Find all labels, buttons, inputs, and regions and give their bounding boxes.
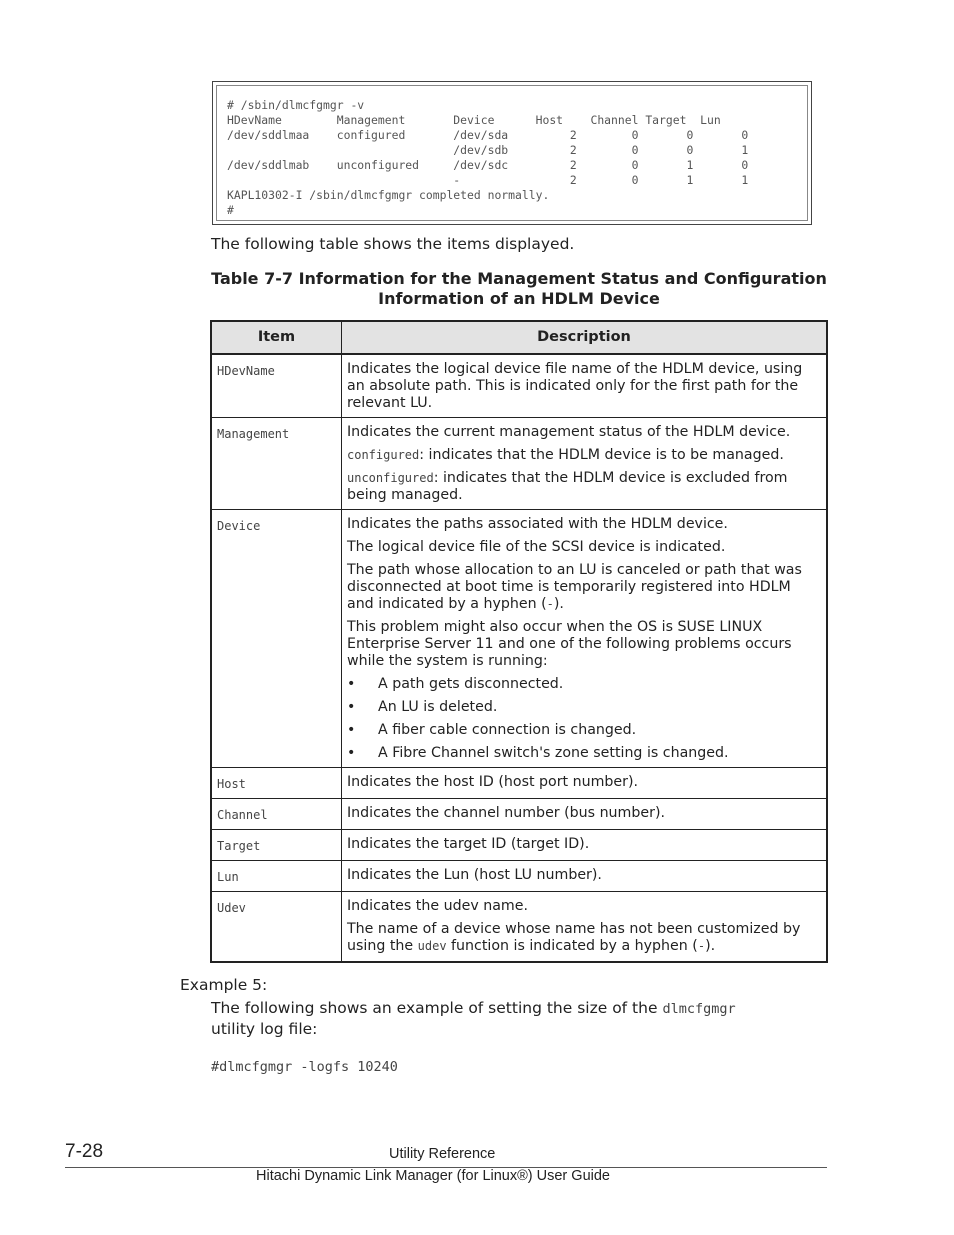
row-item-hdevname: HDevName — [211, 354, 342, 418]
list-item: • An LU is deleted. — [347, 699, 498, 715]
desc-text: Indicates the current management status of the HDLM device. — [347, 424, 791, 440]
row-desc-udev: Indicates the udev name. The name of a device whose name has not been customized by using the udev function is indicated by a hyphen (-). — [342, 892, 828, 963]
row-desc-channel: Indicates the channel number (bus number). — [342, 799, 828, 830]
example-command: #dlmcfgmgr -logfs 10240 — [211, 1059, 398, 1075]
intro-text: The following table shows the items displayed. — [211, 235, 575, 253]
table-row — [211, 354, 827, 418]
row-desc-target: Indicates the target ID (target ID). — [342, 830, 828, 861]
desc-unconfigured: unconfigured: indicates that the HDLM device is excluded from being managed. — [347, 470, 788, 503]
example-text-cont: utility log file: — [211, 1020, 318, 1038]
bullet-list — [347, 676, 820, 762]
table-row — [211, 830, 827, 861]
row-desc-host: Indicates the host ID (host port number). — [342, 768, 828, 799]
example-text: The following shows an example of setting the size of the dlmcfgmgr — [211, 999, 736, 1017]
desc-text: Indicates the paths associated with the HDLM device. — [347, 516, 728, 532]
table-row — [211, 768, 827, 799]
desc-text: The logical device file of the SCSI device is indicated. — [347, 539, 726, 555]
desc-text: This problem might also occur when the OS is SUSE LINUX Enterprise Server 11 and one of the following problems occurs while the system is running: — [347, 619, 792, 669]
table-caption: Table 7-7 Information for the Management Status and Configuration Information of an HDLM Device — [211, 269, 827, 308]
table-row — [211, 861, 827, 892]
desc-text: The path whose allocation to an LU is canceled or path that was disconnected at boot time is temporarily registered into HDLM and indicated by a hyphen (-). — [347, 562, 802, 612]
row-desc-lun: Indicates the Lun (host LU number). — [342, 861, 828, 892]
header-item: Item — [211, 321, 342, 354]
list-item: • A Fibre Channel switch's zone setting is changed. — [347, 745, 729, 761]
info-table — [210, 320, 828, 963]
table-row — [211, 418, 827, 510]
header-description: Description — [342, 321, 828, 354]
row-item-udev: Udev — [211, 892, 342, 963]
row-item-host: Host — [211, 768, 342, 799]
table-row — [211, 799, 827, 830]
desc-configured: configured: indicates that the HDLM device is to be managed. — [347, 447, 784, 463]
table-header-row — [211, 321, 827, 354]
row-item-lun: Lun — [211, 861, 342, 892]
example-label: Example 5: — [180, 976, 268, 994]
row-desc-management — [342, 418, 828, 510]
row-desc-device — [342, 510, 828, 768]
command-output-screenshot — [212, 81, 812, 225]
desc-text: Indicates the logical device file name of the HDLM device, using an absolute path. This is indicated only for the first path for the relevant LU. — [347, 361, 803, 411]
list-item: • A path gets disconnected. — [347, 676, 564, 692]
footer-book-title: Hitachi Dynamic Link Manager (for Linux®) User Guide — [256, 1168, 610, 1184]
list-item: • A fiber cable connection is changed. — [347, 722, 637, 738]
row-item-channel: Channel — [211, 799, 342, 830]
row-item-target: Target — [211, 830, 342, 861]
row-item-management: Management — [211, 418, 342, 510]
table-row — [211, 892, 827, 963]
command-output-text: # /sbin/dlmcfgmgr -v HDevName Management Device Host Channel Target Lun /dev/sddlmaa configured /dev/sda 2 0 0 0 /dev/sdb 2 0 0 1 /dev/sddlmab unconfigured /dev/sdc 2 0 1 0 - 2 0 1 1 KAPL10302-I /sbin/dlmcfgmgr completed normally. # — [227, 98, 749, 217]
row-item-device: Device — [211, 510, 342, 768]
table-row — [211, 510, 827, 768]
footer-section: Utility Reference — [389, 1146, 496, 1162]
row-desc-hdevname — [342, 354, 828, 418]
page-number: 7-28 — [65, 1141, 104, 1162]
